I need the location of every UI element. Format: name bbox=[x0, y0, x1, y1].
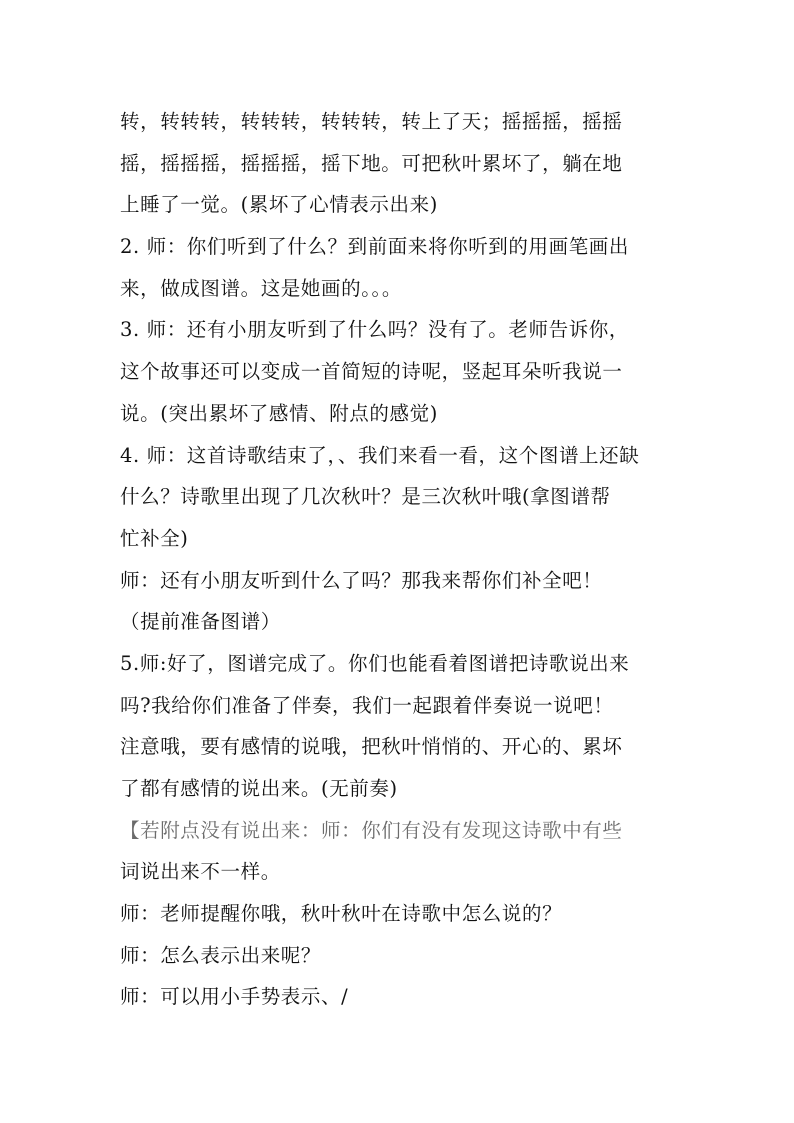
text-line: 师：可以用小手势表示、/ bbox=[120, 985, 349, 1009]
text-line: 师：还有小朋友听到什么了吗？那我来帮你们补全吧！ bbox=[120, 568, 603, 592]
text-line: 这个故事还可以变成一首简短的诗呢，竖起耳朵听我说一 bbox=[120, 360, 623, 384]
text-line: （提前准备图谱） bbox=[120, 610, 281, 634]
text-line: 摇，摇摇摇，摇摇摇，摇下地。可把秋叶累坏了，躺在地 bbox=[120, 151, 623, 175]
text-line: 4. 师：这首诗歌结束了，、我们来看一看，这个图谱上还缺 bbox=[120, 443, 640, 467]
text-line: 5.师:好了，图谱完成了。你们也能看着图谱把诗歌说出来 bbox=[120, 651, 630, 675]
text-line: 说。(突出累坏了感情、附点的感觉) bbox=[120, 401, 438, 425]
text-line: 忙补全) bbox=[120, 526, 189, 550]
text-line: 上睡了一觉。(累坏了心情表示出来) bbox=[120, 193, 438, 217]
text-line: 师：怎么表示出来呢？ bbox=[120, 943, 322, 967]
text-line: 师：老师提醒你哦，秋叶秋叶在诗歌中怎么说的？ bbox=[120, 902, 563, 926]
body-text bbox=[120, 101, 680, 1018]
text-line: 来，做成图谱。这是她画的。。。 bbox=[120, 276, 403, 300]
text-line-highlighted: 【若附点没有说出来：师：你们有没有发现这诗歌中有些 bbox=[120, 818, 623, 842]
text-line: 了都有感情的说出来。(无前奏) bbox=[120, 777, 398, 800]
text-line: 转，转转转，转转转，转转转，转上了天；摇摇摇，摇摇 bbox=[120, 110, 623, 133]
text-line: 什么？诗歌里出现了几次秋叶？是三次秋叶哦(拿图谱帮 bbox=[120, 485, 611, 509]
text-line: 注意哦，要有感情的说哦，把秋叶悄悄的、开心的、累坏 bbox=[120, 735, 623, 759]
text-line: 词说出来不一样。 bbox=[120, 860, 281, 884]
text-line: 吗?我给你们准备了伴奏，我们一起跟着伴奏说一说吧！ bbox=[120, 693, 614, 717]
text-line: 3. 师：还有小朋友听到了什么吗？没有了。老师告诉你， bbox=[120, 318, 630, 342]
text-line: 2. 师：你们听到了什么？到前面来将你听到的用画笔画出 bbox=[120, 235, 630, 259]
